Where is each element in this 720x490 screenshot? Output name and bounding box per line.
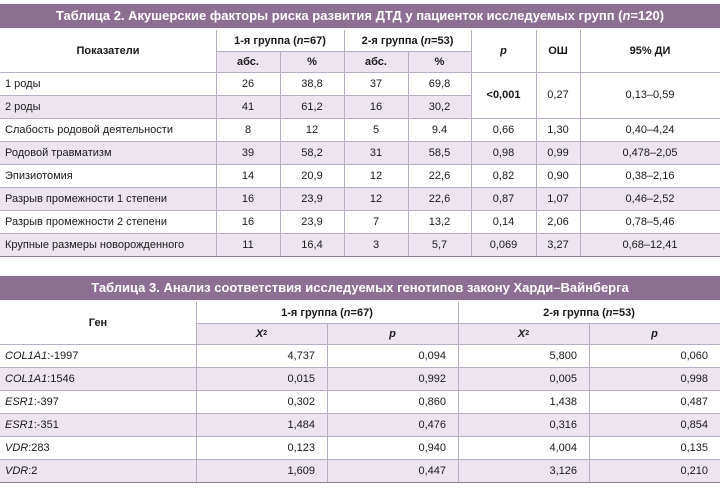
t3-cell-g1-chi: 1,609 — [287, 464, 315, 477]
t2-sub-g1-abs: абс. — [237, 55, 259, 68]
t3-sub-g1-chi-text: X — [255, 327, 264, 340]
grid-hline — [0, 164, 720, 165]
t2-cell-p: 0,66 — [492, 123, 515, 136]
t2-cell-name: Слабость родовой деятельности — [5, 123, 173, 136]
t3-cell-gene — [0, 367, 196, 390]
t2-cell-g2-abs: 16 — [369, 100, 383, 113]
t3-cell-g1-p: 0,860 — [418, 395, 446, 408]
t2-merged-ci: 0,13–0,59 — [625, 89, 675, 101]
t3-sub-g2-chi-text: X — [517, 327, 526, 340]
t3-group1-header — [196, 302, 458, 323]
t2-cell-name: Родовой травматизм — [5, 146, 112, 159]
t3-cell-g2-chi: 0,005 — [549, 372, 577, 385]
t3-cell-g1-chi: 0,302 — [287, 395, 315, 408]
t2-cell-or: 2,06 — [547, 215, 569, 228]
grid-vline — [458, 302, 459, 482]
t2-sub-g2-abs: абс. — [365, 55, 387, 68]
t3-cell-g1-p: 0,992 — [418, 372, 446, 385]
grid-hline — [0, 436, 720, 437]
t3-gene-name: ESR1 — [5, 418, 34, 431]
t2-cell-g2-pct: 22,6 — [428, 192, 451, 205]
t2-group1-suffix: =67) — [303, 34, 326, 47]
t3-col-gene: Ген — [88, 317, 108, 329]
t2-cell-g1-abs: 11 — [242, 238, 254, 251]
grid-hline — [0, 367, 720, 368]
grid-hline — [0, 95, 471, 96]
t2-sub-g1-pct: % — [307, 55, 317, 68]
t3-cell-g2-p: 0,487 — [680, 395, 708, 408]
t2-cell-name: Разрыв промежности 2 степени — [5, 215, 167, 228]
table-2-title-text: Таблица 2. Акушерские факторы риска развития ДТД у пациенток исследуемых групп ( — [55, 8, 623, 23]
t2-merged-or: 0,27 — [547, 89, 569, 101]
t2-cell-name: 2 роды — [5, 100, 41, 113]
grid-hline — [216, 51, 471, 52]
t3-sub-g2-chi-sup: 2 — [525, 330, 530, 337]
t2-cell-or: 1,30 — [547, 123, 569, 136]
grid-hline — [0, 118, 720, 119]
t2-cell-g1-abs: 41 — [241, 100, 255, 113]
t2-cell-g1-pct: 58,2 — [301, 146, 323, 159]
t3-cell-g2-p: 0,135 — [680, 441, 708, 454]
t2-cell-g1-abs: 8 — [244, 123, 252, 136]
t2-cell-g1-pct: 16,4 — [301, 238, 323, 251]
t3-cell-g2-chi: 0,316 — [549, 418, 577, 431]
t3-gene-name: COL1A1 — [5, 372, 48, 385]
t2-cell-name: Крупные размеры новорожденного — [5, 238, 185, 251]
t3-gene-locus: :-1997 — [47, 349, 79, 362]
t2-cell-or: 0,90 — [547, 169, 569, 182]
t2-cell-g1-abs: 26 — [241, 77, 255, 90]
t3-cell-g2-p: 0,854 — [680, 418, 708, 431]
t3-sub-g1-p-text: p — [389, 327, 396, 340]
t3-cell-g2-p: 0,060 — [680, 349, 708, 362]
t3-cell-gene — [0, 459, 196, 482]
t2-cell-name: 1 роды — [5, 77, 41, 90]
t2-cell-g1-pct: 23,9 — [301, 215, 323, 228]
t2-cell-g2-abs: 12 — [369, 169, 383, 182]
t3-group2-suffix: =53) — [612, 306, 635, 319]
t3-cell-g1-chi: 0,015 — [287, 372, 315, 385]
t2-cell-ci: 0,478–2,05 — [622, 146, 678, 159]
t3-cell-g2-chi: 4,004 — [549, 441, 577, 454]
t2-cell-g2-abs: 3 — [372, 238, 380, 251]
t3-cell-g2-chi: 1,438 — [549, 395, 577, 408]
t3-gene-name: VDR — [5, 464, 29, 477]
grid-hline — [0, 233, 720, 234]
t2-cell-g2-pct: 58,5 — [428, 146, 451, 159]
t2-group1-prefix: 1-я группа ( — [234, 34, 297, 47]
t2-group2-prefix: 2-я группа ( — [361, 34, 425, 47]
t2-cell-g2-abs: 12 — [369, 192, 383, 205]
t2-group1-header — [216, 30, 344, 51]
t3-cell-g1-p: 0,094 — [418, 349, 446, 362]
grid-vline — [536, 30, 537, 256]
t3-cell-g2-chi: 5,800 — [549, 349, 577, 362]
t2-cell-or: 3,27 — [547, 238, 569, 251]
t2-cell-g1-abs: 39 — [241, 146, 255, 159]
t2-cell-p: 0,069 — [489, 238, 518, 251]
t3-gene-locus: :-351 — [33, 418, 59, 431]
table-2-title-n: n — [622, 8, 631, 23]
grid-vline — [280, 51, 281, 256]
t2-sub-g2-pct: % — [434, 55, 445, 68]
t3-gene-locus: :1546 — [47, 372, 75, 385]
t3-cell-g1-chi: 4,737 — [287, 349, 315, 362]
t3-cell-gene — [0, 436, 196, 459]
t3-gene-locus: :-397 — [33, 395, 59, 408]
t3-gene-name: ESR1 — [5, 395, 34, 408]
t2-cell-g2-pct: 30,2 — [428, 100, 451, 113]
t2-cell-p: 0,87 — [492, 192, 515, 205]
t3-cell-g1-p: 0,447 — [418, 464, 446, 477]
t3-gene-name: VDR — [5, 441, 29, 454]
t2-cell-p: 0,82 — [492, 169, 515, 182]
grid-hline — [0, 482, 720, 483]
t3-cell-gene — [0, 413, 196, 436]
t2-col-or: ОШ — [548, 45, 568, 57]
grid-hline — [0, 72, 720, 73]
t3-sub-g2-chi — [458, 323, 589, 344]
t2-cell-ci: 0,38–2,16 — [625, 169, 675, 182]
t3-cell-g1-chi: 1,484 — [287, 418, 315, 431]
t2-cell-p: 0,14 — [492, 215, 515, 228]
t2-col-p — [471, 30, 536, 72]
table-2-title — [0, 4, 720, 28]
t2-col-p-text: p — [500, 45, 507, 57]
grid-vline — [216, 30, 217, 256]
grid-vline — [344, 30, 345, 256]
t2-cell-g1-pct: 20,9 — [301, 169, 323, 182]
grid-hline — [0, 256, 720, 257]
grid-vline — [580, 30, 581, 256]
t2-cell-g1-abs: 16 — [241, 215, 255, 228]
t3-sub-g1-chi-sup: 2 — [263, 330, 268, 337]
t3-gene-locus: :283 — [28, 441, 50, 454]
t2-cell-ci: 0,40–4,24 — [625, 123, 675, 136]
t3-gene-name: COL1A1 — [5, 349, 48, 362]
grid-hline — [0, 210, 720, 211]
t2-group2-suffix: =53) — [431, 34, 454, 47]
t2-cell-g1-pct: 12 — [305, 123, 319, 136]
t2-cell-g1-pct: 38,8 — [301, 77, 323, 90]
t2-cell-name: Эпизиотомия — [5, 169, 73, 182]
grid-hline — [0, 187, 720, 188]
t3-sub-g2-p — [589, 323, 720, 344]
t2-cell-g2-abs: 5 — [372, 123, 380, 136]
t3-group2-n: n — [605, 306, 613, 319]
grid-hline — [0, 390, 720, 391]
t2-merged-p: <0,001 — [486, 89, 521, 101]
t2-cell-g2-abs: 31 — [369, 146, 383, 159]
grid-hline — [0, 344, 720, 345]
grid-hline — [0, 459, 720, 460]
t2-cell-name: Разрыв промежности 1 степени — [5, 192, 167, 205]
table-3-title: Таблица 3. Анализ соответствия исследуемых генотипов закону Харди–Вайнберга — [0, 276, 720, 300]
t2-cell-g2-pct: 9.4 — [431, 123, 448, 136]
t3-group2-header — [458, 302, 720, 323]
t3-sub-g2-p-text: p — [651, 327, 658, 340]
t2-group2-n: n — [424, 34, 432, 47]
t3-cell-g1-p: 0,940 — [418, 441, 446, 454]
t3-cell-g2-p: 0,210 — [680, 464, 708, 477]
table-2-title-suffix: =120) — [630, 8, 665, 23]
t3-cell-g2-chi: 3,126 — [549, 464, 577, 477]
t2-cell-g2-abs: 7 — [372, 215, 380, 228]
t2-cell-g2-pct: 69,8 — [428, 77, 451, 90]
t2-cell-ci: 0,46–2,52 — [625, 192, 675, 205]
t2-cell-or: 0,99 — [547, 146, 569, 159]
t3-gene-locus: :2 — [28, 464, 38, 477]
t2-cell-g2-pct: 13,2 — [428, 215, 451, 228]
t2-cell-ci: 0,68–12,41 — [622, 238, 678, 251]
grid-vline — [408, 51, 409, 256]
t2-cell-g2-pct: 5,7 — [431, 238, 448, 251]
t3-group2-prefix: 2-я группа ( — [543, 306, 606, 319]
t3-group1-n: n — [343, 306, 351, 319]
t2-cell-g1-abs: 16 — [241, 192, 255, 205]
t2-group2-header — [344, 30, 471, 51]
t2-cell-g1-pct: 23,9 — [301, 192, 323, 205]
t2-cell-or: 1,07 — [547, 192, 569, 205]
t3-cell-g1-chi: 0,123 — [287, 441, 315, 454]
t2-col-indicators: Показатели — [76, 45, 140, 57]
t3-group1-prefix: 1-я группа ( — [281, 306, 344, 319]
t2-cell-g1-abs: 14 — [241, 169, 255, 182]
t3-cell-g1-p: 0,476 — [418, 418, 446, 431]
t3-group1-suffix: =67) — [350, 306, 373, 319]
grid-vline — [471, 30, 472, 256]
t3-sub-g1-chi — [196, 323, 327, 344]
grid-vline — [196, 302, 197, 482]
t2-cell-g1-pct: 61,2 — [301, 100, 323, 113]
t2-cell-p: 0,98 — [492, 146, 515, 159]
t2-cell-g2-abs: 37 — [369, 77, 383, 90]
t3-cell-gene — [0, 344, 196, 367]
t3-cell-gene — [0, 390, 196, 413]
t3-cell-g2-p: 0,998 — [680, 372, 708, 385]
t2-col-ci: 95% ДИ — [629, 45, 671, 57]
t2-cell-g2-pct: 22,6 — [428, 169, 451, 182]
t3-sub-g1-p — [327, 323, 458, 344]
t2-group1-n: n — [296, 34, 304, 47]
t2-cell-ci: 0,78–5,46 — [625, 215, 675, 228]
grid-hline — [0, 413, 720, 414]
grid-hline — [196, 323, 720, 324]
grid-hline — [0, 141, 720, 142]
